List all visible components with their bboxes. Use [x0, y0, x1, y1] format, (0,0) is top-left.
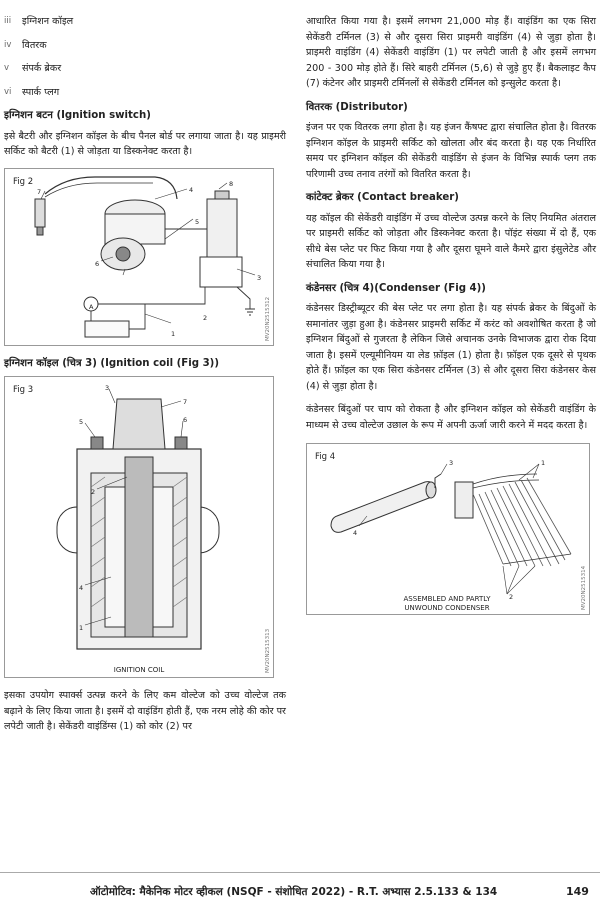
footer-title: ऑटोमोटिव: मैकेनिक मोटर व्हीकल (NSQF - संशोधित 2022) - R.T. अभ्यास 2.5.133 & 134	[90, 886, 498, 898]
fig4-caption-line1: ASSEMBLED AND PARTLY	[403, 595, 491, 603]
fig2-label: Fig 2	[13, 176, 34, 187]
figure-2	[4, 168, 274, 346]
figure-4	[306, 443, 590, 615]
fig3-label: Fig 3	[13, 385, 34, 395]
fig3-drawing	[5, 377, 273, 677]
fig3-callout: 4	[79, 584, 84, 592]
distributor-heading: वितरक (Distributor)	[306, 101, 408, 113]
list-item	[4, 14, 286, 30]
ignition-switch-paragraph: इसे बैटरी और इग्निशन कॉइल के बीच पैनल बोर्ड पर लगाया जाता है। यह प्राइमरी सर्किट को बैटरी (1) से जोड़ता या डिस्कनेक्ट करता है।	[4, 130, 286, 157]
list-text: इग्निशन कॉइल	[22, 16, 74, 27]
ignition-coil-paragraph: इसका उपयोग स्पार्क्स उत्पन्न करने के लिए कम वोल्टेज को उच्च वोल्टेज तक बढ़ाने के लिए किया जाता है। इसमें दो वाइंडिंग होती हैं, एक नरम लोहे की कोर पर लपेटी जाती है। सेकेंडरी वाइंडिंग्स (1) को कोर (2) पर	[4, 690, 286, 732]
condenser-paragraph-1: कंडेनसर डिस्ट्रीब्यूटर की बेस प्लेट पर लगा होता है। यह संपर्क ब्रेकर के बिंदुओं के समानांतर जुड़ा हुआ है। कंडेनसर प्राइमरी सर्किट में करंट को अवशोषित करता है जो इग्निशन बिंदुओं से गुजरता है लेकिन जिसे अचानक उनके विभाजक द्वारा रोक दिया जाता है। इसमें एल्यूमीनियम या लेड फ़ॉइल (1) होता है। फ़ॉइल एक दूसरे से पृथक होते हैं। फ़ॉइल का एक सिरा कंडेनसर टर्मिनल (3) से और दूसरा सिरा कंडेनसर केस (4) से जुड़ा होता है।	[306, 303, 596, 392]
page-number: 149	[566, 885, 589, 898]
fig2-callout: 1	[171, 329, 176, 338]
list-number: iv	[4, 39, 12, 50]
list-item	[4, 38, 286, 54]
list-text: स्पार्क प्लग	[22, 86, 60, 98]
fig3-callout: 3	[105, 384, 110, 392]
list-item	[4, 85, 286, 101]
fig3-caption: IGNITION COIL	[113, 666, 165, 674]
fig4-label: Fig 4	[315, 452, 336, 462]
fig2-code: MV20N2515312	[265, 296, 271, 341]
list-item	[4, 61, 286, 77]
fig2-callout: 7	[37, 187, 42, 196]
distributor-icon	[101, 200, 165, 270]
fig2-callout: 2	[203, 313, 208, 322]
right-column	[306, 14, 596, 615]
fig2-callout: A	[89, 302, 94, 311]
fig2-callout: 5	[195, 217, 200, 226]
fig3-callout: 7	[183, 398, 188, 406]
fig3-callout: 6	[183, 416, 188, 424]
fig3-callout: 1	[79, 624, 84, 632]
condenser-paragraph-2: कंडेनसर बिंदुओं पर चाप को रोकता है और इग्निशन कॉइल को सेकेंडरी वाइंडिंग के माध्यम से उच्च वोल्टेज उछाल के रूप में अपनी ऊर्जा जारी करने में मदद करता है।	[306, 404, 596, 431]
ignition-coil-heading: इग्निशन कॉइल (चित्र 3) (Ignition coil (Fig 3))	[4, 357, 219, 369]
fig2-callout: 8	[229, 179, 234, 188]
ignition-switch-icon	[85, 321, 129, 337]
fig4-code: MV20N2515314	[581, 565, 587, 610]
page-footer	[0, 872, 600, 901]
distributor-paragraph: इंजन पर एक वितरक लगा होता है। यह इंजन कैंषफ्ट द्वारा संचालित होता है। वितरक इग्निशन कॉइल के प्राइमरी सर्किट को खोलता और बंद करता है। यह एक निर्धारित समय पर इग्निशन कॉइल की सेकेंडरी वाइंडिंग से इंजन के विभिन्न स्पार्क प्लग तक परिणामी उच्च तनाव तरंगों को वितरित करता है।	[306, 122, 596, 180]
fig3-callout: 5	[79, 418, 84, 426]
fig4-callout: 1	[541, 459, 546, 467]
ignition-switch-heading: इग्निशन बटन (Ignition switch)	[4, 110, 151, 121]
fig4-callout: 3	[449, 459, 454, 467]
ignition-coil-icon	[207, 191, 237, 259]
fig2-callout: 3	[257, 273, 262, 282]
fig2-drawing	[5, 169, 273, 345]
list-number: v	[4, 63, 10, 73]
coil-continued-paragraph: आधारित किया गया है। इसमें लगभग 21,000 मोड़ हैं। वाइंडिंग का एक सिरा सेकेंडरी टर्मिनल (3) से और दूसरा सिरा प्राइमरी वाइंडिंग (4) से जुड़ा होता है। प्राइमरी वाइंडिंग (4) सेकेंडरी वाइंडिंग (1) पर लपेटी जाती है और इसमें लगभग 200 - 300 मोड़ होते हैं। सिरे बाहरी टर्मिनल (5,6) से जुड़े हुए हैं। बैकलाइट कैप (7) कंटेनर और प्राइमरी टर्मिनलों से सेकेंडरी टर्मिनल को इन्सुलेट करता है।	[306, 16, 596, 89]
spark-plug-icon	[35, 199, 45, 235]
list-number: vi	[4, 86, 12, 97]
figure-3	[4, 376, 274, 678]
fig4-drawing	[307, 444, 589, 614]
fig3-code: MV20N2515313	[265, 628, 271, 673]
left-column	[4, 14, 286, 743]
fig4-callout: 2	[509, 593, 514, 601]
fig4-callout: 4	[353, 529, 358, 537]
ignition-coil-cutaway-icon	[57, 399, 219, 649]
list-text: वितरक	[22, 39, 47, 51]
fig3-callout: 2	[91, 488, 96, 496]
contact-breaker-heading: कांटेक्ट ब्रेकर (Contact breaker)	[306, 192, 459, 203]
battery-icon	[200, 257, 242, 287]
fig2-callout: 6	[95, 259, 100, 268]
fig2-callout: 4	[189, 185, 194, 194]
list-text: संपर्क ब्रेकर	[22, 63, 62, 74]
fig4-caption-line2: UNWOUND CONDENSER	[404, 604, 490, 612]
contact-breaker-paragraph: यह कॉइल की सेकेंडरी वाइंडिंग में उच्च वोल्टेज उत्पन्न करने के लिए नियमित अंतराल पर प्राइमरी सर्किट को जोड़ता और डिस्कनेक्ट करता है। पॉइंट संख्या में दो हैं, एक सीधे बेस प्लेट पर फिट किया गया है और दूसरा घूमने वाले कैमरे द्वारा इंसुलेटेड और संचालित किया गया है।	[306, 212, 596, 270]
condenser-heading: कंडेनसर (चित्र 4)(Condenser (Fig 4))	[306, 282, 486, 294]
condenser-icon	[331, 474, 571, 566]
list-number: iii	[4, 16, 12, 26]
